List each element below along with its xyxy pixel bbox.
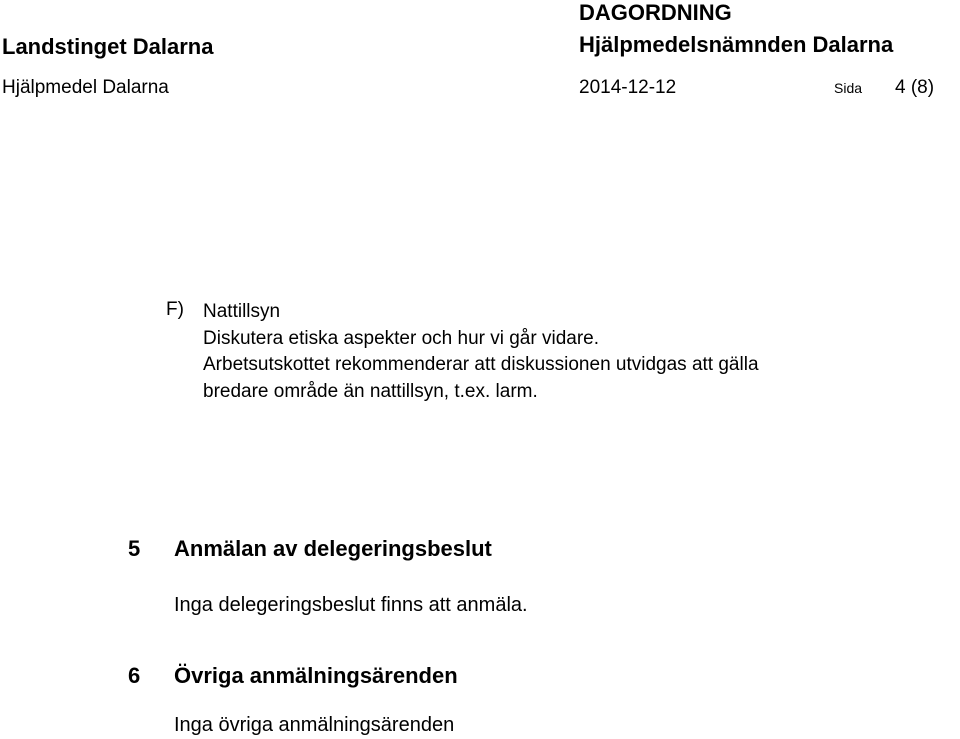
page-label: Sida [834,80,863,96]
section-6-body: Inga övriga anmälningsärenden [174,714,455,736]
item-f-line: Diskutera etiska aspekter och hur vi går vidare. [203,327,600,349]
section-6-title: Övriga anmälningsärenden [174,663,458,688]
item-f-block [203,299,759,405]
section-5-number: 5 [128,536,141,561]
section-6-number: 6 [128,663,141,688]
page-number: 4 (8) [895,77,935,98]
committee-name: Hjälpmedelsnämnden Dalarna [579,32,894,57]
item-f-line: Arbetsutskottet rekommenderar att diskussionen utvidgas att gälla [203,354,759,375]
document-type: DAGORDNING [579,0,732,25]
section-5-body: Inga delegeringsbeslut finns att anmäla. [174,594,528,616]
section-5-title: Anmälan av delegeringsbeslut [174,536,492,561]
document-date: 2014-12-12 [579,77,677,98]
item-f-letter: F) [166,299,184,320]
item-f-line: bredare område än nattillsyn, t.ex. larm. [203,380,538,402]
organization-name: Landstinget Dalarna [2,34,214,59]
department-name: Hjälpmedel Dalarna [2,77,169,98]
item-f-title: Nattillsyn [203,301,281,322]
